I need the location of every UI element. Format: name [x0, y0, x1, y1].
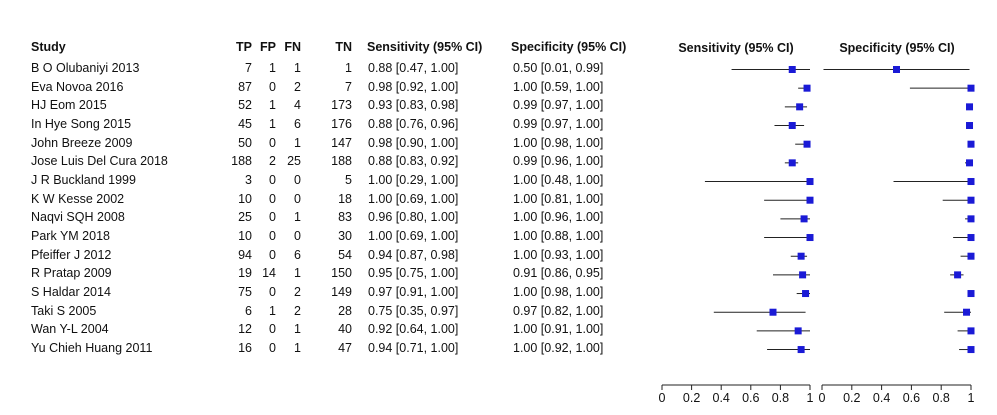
cell-spec: 0.99 [0.97, 1.00]	[513, 98, 604, 113]
cell-spec: 1.00 [0.48, 1.00]	[513, 173, 604, 188]
cell-spec: 0.99 [0.96, 1.00]	[513, 154, 604, 169]
cell-study: Park YM 2018	[31, 229, 110, 244]
point-estimate	[789, 122, 796, 129]
point-estimate	[893, 66, 900, 73]
point-estimate	[968, 215, 975, 222]
cell-fn: 25	[287, 154, 301, 169]
cell-study: J R Buckland 1999	[31, 173, 136, 188]
cell-tn: 188	[331, 154, 352, 169]
cell-spec: 1.00 [0.59, 1.00]	[513, 79, 604, 94]
cell-fn: 2	[294, 303, 301, 318]
cell-study: John Breeze 2009	[31, 135, 133, 150]
cell-spec: 0.50 [0.01, 0.99]	[513, 61, 604, 75]
cell-fp: 0	[269, 173, 276, 188]
cell-fn: 0	[294, 191, 301, 206]
cell-tn: 1	[345, 61, 352, 75]
point-estimate	[807, 234, 814, 241]
chart-title: Sensitivity (95% CI)	[678, 41, 794, 55]
point-estimate	[796, 103, 803, 110]
cell-study: K W Kesse 2002	[31, 191, 125, 206]
cell-fp: 14	[262, 266, 276, 281]
cell-tp: 16	[238, 341, 252, 356]
cell-fp: 1	[269, 61, 276, 75]
x-tick-label: 1	[806, 391, 814, 405]
cell-study: HJ Eom 2015	[31, 98, 107, 113]
cell-fn: 0	[294, 173, 301, 188]
cell-fp: 1	[269, 98, 276, 113]
cell-tp: 7	[245, 61, 252, 75]
cell-study: B O Olubaniyi 2013	[31, 61, 140, 75]
x-tick-label: 0.6	[742, 391, 760, 405]
cell-sens: 0.94 [0.87, 0.98]	[368, 247, 459, 262]
cell-study: In Hye Song 2015	[31, 117, 132, 131]
point-estimate	[968, 346, 975, 353]
cell-sens: 0.92 [0.64, 1.00]	[368, 322, 459, 337]
cell-fn: 4	[294, 98, 301, 113]
cell-spec: 0.97 [0.82, 1.00]	[513, 303, 604, 318]
point-estimate	[802, 290, 809, 297]
cell-fn: 2	[294, 79, 301, 94]
column-header-tn: TN	[335, 40, 352, 54]
cell-fn: 0	[294, 229, 301, 244]
cell-fp: 0	[269, 229, 276, 244]
column-header-study: Study	[31, 40, 66, 54]
cell-spec: 1.00 [0.91, 1.00]	[513, 322, 604, 337]
column-header-fp: FP	[260, 40, 276, 54]
x-tick-label: 0.4	[712, 391, 730, 405]
cell-tp: 45	[238, 117, 252, 131]
point-estimate	[799, 271, 806, 278]
point-estimate	[968, 234, 975, 241]
cell-tn: 7	[345, 79, 352, 94]
cell-study: Jose Luis Del Cura 2018	[31, 154, 168, 169]
column-header-tp: TP	[236, 40, 252, 54]
point-estimate	[804, 85, 811, 92]
chart-title: Specificity (95% CI)	[839, 41, 955, 55]
cell-fp: 0	[269, 191, 276, 206]
column-header-spec-ci: Specificity (95% CI)	[511, 40, 627, 54]
cell-tp: 10	[238, 229, 252, 244]
point-estimate	[966, 103, 973, 110]
cell-tp: 12	[238, 322, 252, 337]
cell-spec: 0.99 [0.97, 1.00]	[513, 117, 604, 131]
point-estimate	[963, 309, 970, 316]
cell-tp: 6	[245, 303, 252, 318]
cell-study: Yu Chieh Huang 2011	[31, 341, 153, 356]
cell-fp: 2	[269, 154, 276, 169]
cell-sens: 0.88 [0.76, 0.96]	[368, 117, 459, 131]
cell-sens: 0.88 [0.83, 0.92]	[368, 154, 459, 169]
x-tick-label: 0.2	[682, 391, 701, 405]
cell-sens: 0.98 [0.92, 1.00]	[368, 79, 459, 94]
cell-study: Naqvi SQH 2008	[31, 210, 125, 225]
cell-fn: 2	[294, 285, 301, 300]
cell-study: R Pratap 2009	[31, 266, 112, 281]
cell-study: Taki S 2005	[31, 303, 97, 318]
point-estimate	[798, 253, 805, 260]
cell-study: S Haldar 2014	[31, 285, 111, 300]
cell-tn: 30	[338, 229, 352, 244]
cell-tn: 40	[338, 322, 352, 337]
point-estimate	[804, 141, 811, 148]
cell-fn: 6	[294, 247, 301, 262]
point-estimate	[968, 253, 975, 260]
cell-fn: 1	[294, 210, 301, 225]
point-estimate	[966, 122, 973, 129]
cell-tp: 94	[238, 247, 252, 262]
cell-sens: 0.96 [0.80, 1.00]	[368, 210, 459, 225]
cell-sens: 0.97 [0.91, 1.00]	[368, 285, 459, 300]
point-estimate	[789, 66, 796, 73]
cell-tp: 25	[238, 210, 252, 225]
cell-fp: 1	[269, 117, 276, 131]
cell-sens: 0.88 [0.47, 1.00]	[368, 61, 459, 75]
cell-fn: 6	[294, 117, 301, 131]
point-estimate	[807, 178, 814, 185]
cell-sens: 0.95 [0.75, 1.00]	[368, 266, 459, 281]
cell-tp: 87	[238, 79, 252, 94]
cell-spec: 1.00 [0.98, 1.00]	[513, 285, 604, 300]
cell-fn: 1	[294, 135, 301, 150]
cell-tp: 75	[238, 285, 252, 300]
cell-fn: 1	[294, 61, 301, 75]
cell-spec: 1.00 [0.92, 1.00]	[513, 341, 604, 356]
point-estimate	[795, 327, 802, 334]
cell-spec: 1.00 [0.88, 1.00]	[513, 229, 604, 244]
column-header-fn: FN	[284, 40, 301, 54]
x-tick-label: 0	[658, 391, 666, 405]
cell-sens: 1.00 [0.69, 1.00]	[368, 229, 459, 244]
cell-fp: 0	[269, 210, 276, 225]
x-tick-label: 0.2	[843, 391, 861, 405]
point-estimate	[798, 346, 805, 353]
cell-spec: 0.91 [0.86, 0.95]	[513, 266, 604, 281]
cell-tn: 83	[338, 210, 352, 225]
cell-sens: 0.94 [0.71, 1.00]	[368, 341, 459, 356]
cell-spec: 1.00 [0.81, 1.00]	[513, 191, 604, 206]
cell-sens: 1.00 [0.29, 1.00]	[368, 173, 459, 188]
x-tick-label: 0.4	[872, 391, 891, 405]
x-tick-label: 0.8	[771, 391, 790, 405]
cell-fn: 1	[294, 322, 301, 337]
cell-tp: 10	[238, 191, 252, 206]
cell-tn: 149	[331, 285, 352, 300]
cell-tn: 28	[338, 303, 352, 318]
cell-study: Wan Y-L 2004	[31, 322, 109, 337]
x-tick-label: 0.6	[902, 391, 921, 405]
point-estimate	[968, 141, 975, 148]
cell-spec: 1.00 [0.98, 1.00]	[513, 135, 604, 150]
cell-fn: 1	[294, 341, 301, 356]
cell-tp: 52	[238, 98, 252, 113]
cell-tp: 19	[238, 266, 252, 281]
point-estimate	[968, 178, 975, 185]
x-tick-label: 1	[967, 391, 975, 405]
cell-tp: 50	[238, 135, 252, 150]
cell-fp: 0	[269, 135, 276, 150]
cell-tn: 173	[331, 98, 352, 113]
cell-sens: 0.75 [0.35, 0.97]	[368, 303, 459, 318]
cell-tn: 5	[345, 173, 352, 188]
point-estimate	[966, 159, 973, 166]
cell-sens: 0.98 [0.90, 1.00]	[368, 135, 459, 150]
x-tick-label: 0	[818, 391, 826, 405]
point-estimate	[789, 159, 796, 166]
cell-study: Pfeiffer J 2012	[31, 247, 112, 262]
x-tick-label: 0.8	[932, 391, 950, 405]
cell-tn: 176	[331, 117, 352, 131]
cell-tn: 150	[331, 266, 352, 281]
point-estimate	[968, 327, 975, 334]
cell-fp: 0	[269, 341, 276, 356]
cell-fn: 1	[294, 266, 301, 281]
point-estimate	[968, 290, 975, 297]
point-estimate	[770, 309, 777, 316]
cell-spec: 1.00 [0.96, 1.00]	[513, 210, 604, 225]
column-header-sens-ci: Sensitivity (95% CI)	[367, 40, 483, 54]
cell-sens: 0.93 [0.83, 0.98]	[368, 98, 459, 113]
cell-tn: 18	[338, 191, 352, 206]
cell-tp: 188	[231, 154, 252, 169]
cell-study: Eva Novoa 2016	[31, 79, 124, 94]
point-estimate	[801, 215, 808, 222]
cell-spec: 1.00 [0.93, 1.00]	[513, 247, 604, 262]
cell-fp: 0	[269, 285, 276, 300]
cell-tn: 54	[338, 247, 352, 262]
cell-sens: 1.00 [0.69, 1.00]	[368, 191, 459, 206]
cell-tp: 3	[245, 173, 252, 188]
point-estimate	[954, 271, 961, 278]
cell-fp: 0	[269, 322, 276, 337]
point-estimate	[968, 85, 975, 92]
cell-tn: 47	[338, 341, 352, 356]
cell-fp: 0	[269, 79, 276, 94]
point-estimate	[807, 197, 814, 204]
point-estimate	[968, 197, 975, 204]
cell-tn: 147	[331, 135, 352, 150]
cell-fp: 0	[269, 247, 276, 262]
cell-fp: 1	[269, 303, 276, 318]
